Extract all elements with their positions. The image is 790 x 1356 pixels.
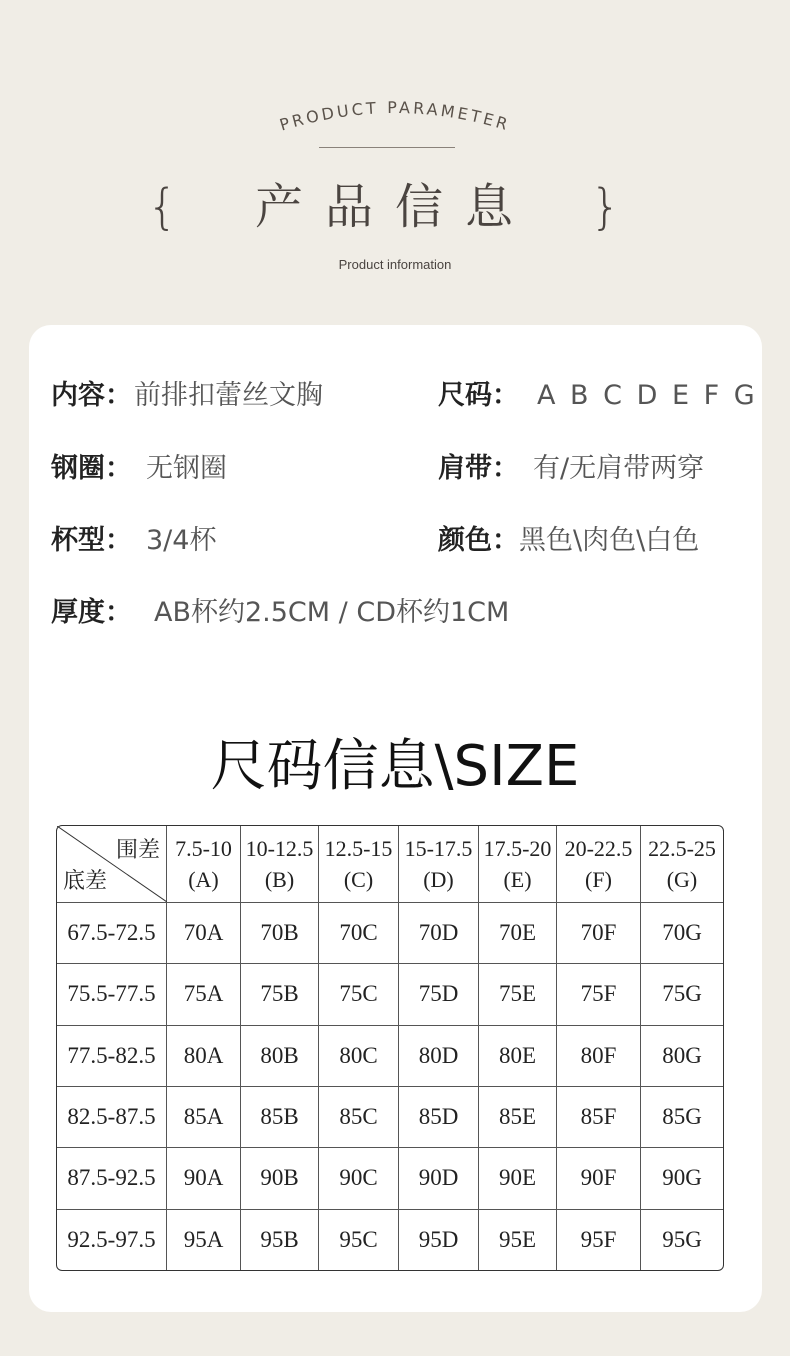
column-range: 10-12.5	[245, 836, 314, 861]
size-cell: 75F	[557, 964, 641, 1025]
param-key: 厚度：	[51, 597, 132, 628]
table-row	[57, 903, 723, 964]
size-cell: 90B	[241, 1148, 319, 1209]
size-cell: 80F	[557, 1026, 641, 1087]
size-cell: 85A	[167, 1087, 241, 1148]
corner-top-label: 围差	[115, 837, 160, 862]
size-cell: 75C	[319, 964, 399, 1025]
size-cell: 80A	[167, 1026, 241, 1087]
size-cell: 95G	[662, 1226, 702, 1252]
band-cell: 75.5-77.5	[57, 964, 167, 1025]
title-text: 产品信息	[254, 179, 535, 235]
size-cell: 85F	[557, 1087, 641, 1148]
size-cell: 95B	[241, 1210, 319, 1270]
column-cup: (D)	[423, 867, 454, 892]
column-header	[641, 826, 723, 903]
title-divider	[319, 147, 455, 148]
size-cell: 85E	[479, 1087, 557, 1148]
band-cell: 82.5-87.5	[57, 1087, 167, 1148]
corner-cell	[57, 826, 167, 903]
size-cell: 85G	[641, 1087, 723, 1148]
param-value: A B C D E F G	[537, 380, 758, 411]
size-cell: 70G	[641, 903, 723, 964]
param-value: 前排扣蕾丝文胸	[134, 380, 323, 411]
page-title	[0, 168, 790, 237]
table-row	[57, 964, 723, 1025]
column-header	[557, 826, 641, 903]
param-cup	[51, 518, 216, 557]
brace-left: {	[147, 179, 200, 235]
size-cell: 80E	[479, 1026, 557, 1087]
size-cell: 70F	[557, 903, 641, 964]
table-header-row	[57, 826, 723, 903]
size-cell: 70B	[241, 903, 319, 964]
band-cell: 77.5-82.5	[57, 1026, 167, 1087]
column-cup: (E)	[503, 867, 532, 892]
size-cell: 85C	[319, 1087, 399, 1148]
size-cell: 80B	[241, 1026, 319, 1087]
column-header	[479, 826, 557, 903]
param-key: 肩带：	[438, 453, 519, 484]
column-cup: (G)	[666, 867, 698, 892]
table-row	[57, 1087, 723, 1148]
size-cell: 70C	[319, 903, 399, 964]
size-section-title: 尺码信息\SIZE	[210, 734, 580, 799]
band-cell: 67.5-72.5	[57, 903, 167, 964]
size-cell: 95E	[479, 1210, 557, 1270]
en-title-text: PRODUCT PARAMETER	[277, 97, 513, 135]
size-cell: 70A	[167, 903, 241, 964]
size-cell: 95D	[399, 1210, 479, 1270]
size-cell: 90A	[167, 1148, 241, 1209]
column-range: 17.5-20	[483, 836, 552, 861]
size-cell: 75E	[479, 964, 557, 1025]
column-range: 15-17.5	[404, 836, 473, 861]
table-row	[57, 1210, 723, 1270]
size-cell: 85B	[241, 1087, 319, 1148]
size-cell: 80G	[641, 1026, 723, 1087]
header-background	[0, 0, 790, 320]
column-range: 7.5-10	[175, 836, 232, 861]
size-cell: 70E	[479, 903, 557, 964]
column-header	[241, 826, 319, 903]
band-cell: 87.5-92.5	[57, 1148, 167, 1209]
param-value: 黑色\肉色\白色	[519, 525, 700, 556]
size-cell: 75G	[641, 964, 723, 1025]
column-range: 20-22.5	[564, 836, 633, 861]
param-key: 颜色：	[438, 525, 519, 556]
column-header	[167, 826, 241, 903]
param-key: 尺码：	[438, 380, 519, 411]
column-header	[399, 826, 479, 903]
column-range: 12.5-15	[324, 836, 393, 861]
column-header	[319, 826, 399, 903]
size-cell: 95F	[557, 1210, 641, 1270]
param-content	[51, 373, 323, 412]
size-cell: 85D	[399, 1087, 479, 1148]
size-cell: 75A	[167, 964, 241, 1025]
table-row	[57, 1026, 723, 1087]
param-value: 有/无肩带两穿	[533, 453, 705, 484]
param-thickness	[51, 590, 509, 629]
column-cup: (F)	[585, 867, 612, 892]
column-cup: (C)	[343, 867, 374, 892]
size-cell: 90E	[479, 1148, 557, 1209]
size-table	[56, 825, 724, 1271]
table-row	[57, 1148, 723, 1209]
size-cell: 75D	[399, 964, 479, 1025]
param-wire	[51, 446, 227, 485]
param-value: 3/4杯	[146, 525, 217, 556]
param-value: AB杯约2.5CM / CD杯约1CM	[154, 597, 510, 628]
column-cup: (A)	[188, 867, 219, 892]
size-cell: 90F	[557, 1148, 641, 1209]
param-size	[438, 373, 758, 412]
band-cell: 92.5-97.5	[57, 1210, 167, 1270]
size-cell: 80D	[399, 1026, 479, 1087]
param-key: 杯型：	[51, 525, 132, 556]
brace-right: }	[590, 179, 643, 235]
size-cell: 75B	[241, 964, 319, 1025]
size-cell: 80C	[319, 1026, 399, 1087]
size-cell: 90G	[641, 1148, 723, 1209]
page-subtitle: Product information	[338, 257, 452, 272]
param-color	[438, 518, 699, 557]
en-title	[245, 88, 545, 148]
param-key: 钢圈：	[51, 453, 132, 484]
column-cup: (B)	[264, 867, 295, 892]
size-cell: 95C	[319, 1210, 399, 1270]
size-cell: 90D	[399, 1148, 479, 1209]
column-range: 22.5-25	[648, 836, 716, 861]
size-cell: 70D	[399, 903, 479, 964]
size-cell: 95A	[167, 1210, 241, 1270]
param-value: 无钢圈	[146, 453, 227, 484]
corner-bottom-label: 底差	[63, 868, 108, 893]
param-key: 内容：	[51, 380, 132, 411]
size-cell: 90C	[319, 1148, 399, 1209]
param-strap	[438, 446, 704, 485]
